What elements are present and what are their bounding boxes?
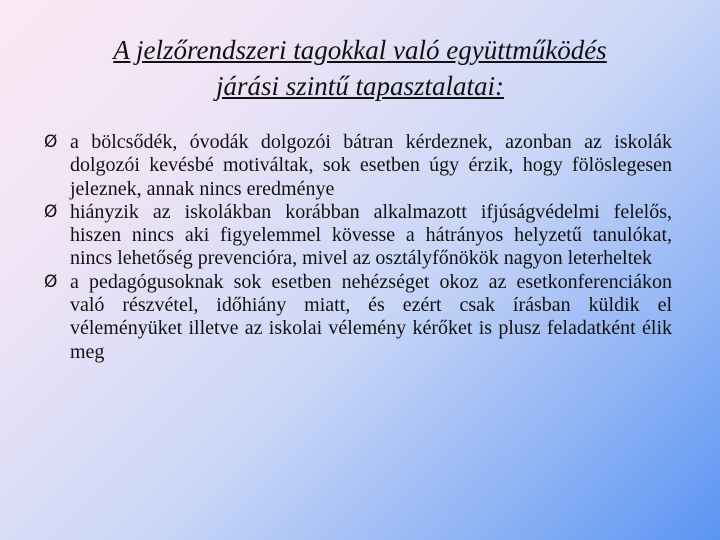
bullet-text: a pedagógusoknak sok esetben nehézséget okoz az esetkonferenciákon való részvétel, időhiány miatt, és ezért csak írásban küldik el véleményüket illetve az iskolai vélemény kérőket is plusz feladatként élik meg <box>70 270 672 363</box>
arrow-bullet-icon: Ø <box>44 271 58 292</box>
bullet-item <box>44 201 672 271</box>
arrow-bullet-icon: Ø <box>44 132 58 152</box>
slide-title <box>40 32 680 104</box>
slide-title-line-2: járási szintű tapasztalatai: <box>215 71 505 101</box>
bullet-list <box>44 131 672 364</box>
bullet-item <box>44 271 672 364</box>
arrow-bullet-icon: Ø <box>44 201 58 222</box>
bullet-text: a bölcsődék, óvodák dolgozói bátran kérdeznek, azonban az iskolák dolgozói kevésbé motiváltak, sok esetben úgy érzik, hogy fölöslegesen jeleznek, annak nincs eredménye <box>70 131 672 200</box>
slide-title-line-1: A jelzőrendszeri tagokkal való együttműködés <box>113 35 607 65</box>
bullet-item <box>44 131 672 201</box>
bullet-text: hiányzik az iskolákban korábban alkalmazott ifjúságvédelmi felelős, hiszen nincs aki figyelemmel kövesse a hátrányos helyzetű tanulókat, nincs lehetőség prevencióra, mivel az osztályfőnökök nagyon leterheltek <box>70 200 672 270</box>
